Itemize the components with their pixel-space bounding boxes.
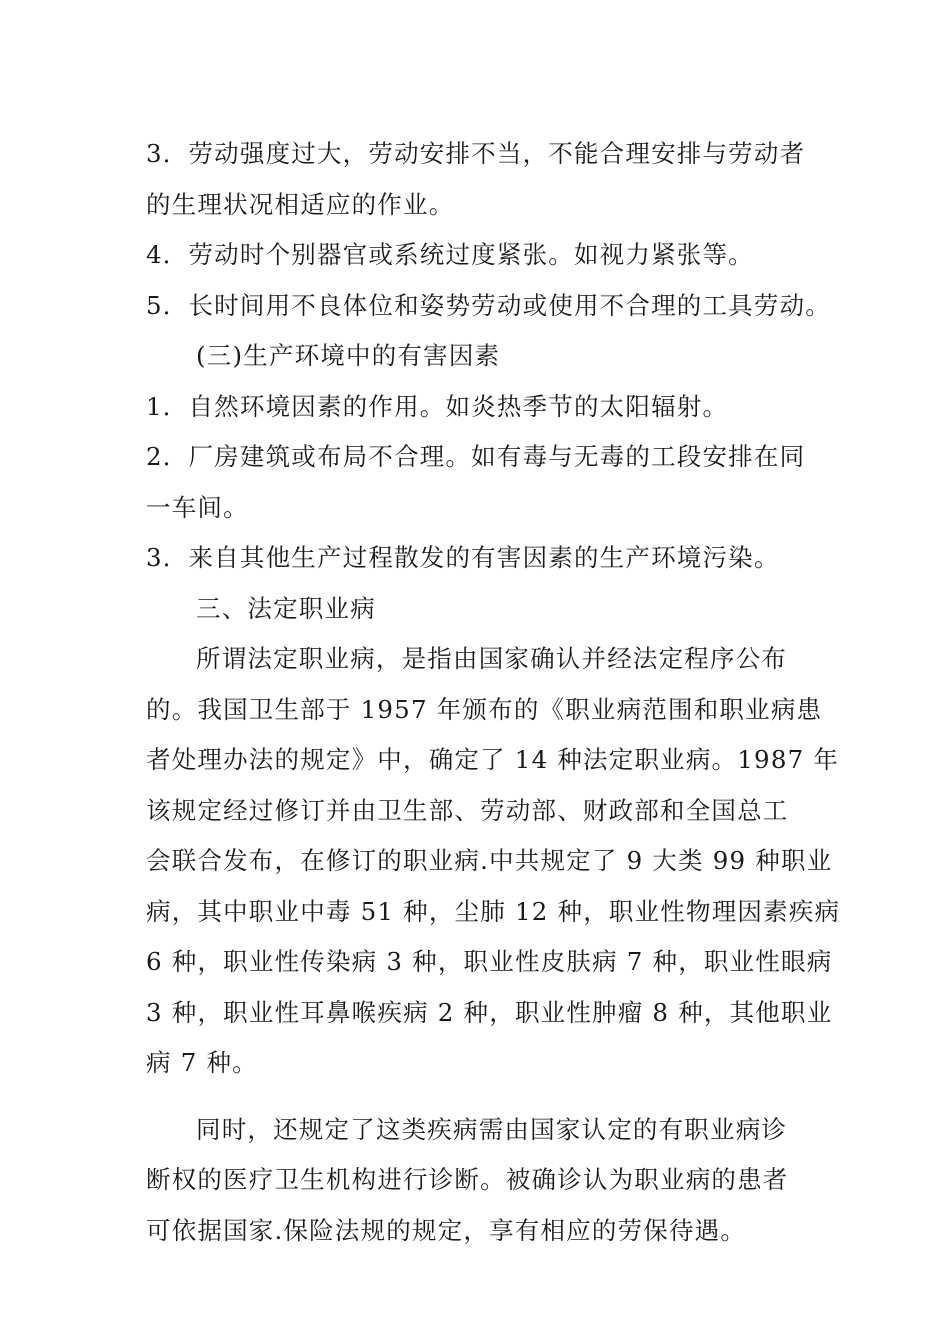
text-line: 者处理办法的规定》中，确定了 14 种法定职业病。1987 年 xyxy=(146,745,840,774)
document-body xyxy=(146,129,841,1256)
text-line: 会联合发布，在修订的职业病.中共规定了 9 大类 99 种职业 xyxy=(146,846,833,875)
text-line: 断权的医疗卫生机构进行诊断。被确诊认为职业病的患者 xyxy=(146,1165,789,1194)
text-line: 病 7 种。 xyxy=(146,1048,258,1077)
section-heading: 三、法定职业病 xyxy=(196,593,376,623)
text-line: 5．长时间用不良体位和姿势劳动或使用不合理的工具劳动。 xyxy=(146,290,831,320)
text-line: 4．劳动时个别器官或系统过度紧张。如视力紧张等。 xyxy=(146,240,754,269)
paragraph-first-line: 同时，还规定了这类疾病需由国家认定的有职业病诊 xyxy=(196,1114,788,1144)
text-line: 一车间。 xyxy=(146,492,249,522)
text-line: 6 种，职业性传染病 3 种，职业性皮肤病 7 种，职业性眼病 xyxy=(146,947,833,976)
text-line: 3．劳动强度过大，劳动安排不当，不能合理安排与劳动者 xyxy=(146,139,806,168)
text-line: 该规定经过修订并由卫生部、劳动部、财政部和全国总工 xyxy=(146,795,789,825)
text-line: 的生理状况相适应的作业。 xyxy=(146,189,455,219)
text-line: 病，其中职业中毒 51 种，尘肺 12 种，职业性物理因素疾病 xyxy=(146,896,841,926)
text-line: 1．自然环境因素的作用。如炎热季节的太阳辐射。 xyxy=(146,391,729,421)
text-line: 的。我国卫生部于 1957 年颁布的《职业病范围和职业病患 xyxy=(146,694,823,724)
section-heading: (三)生产环境中的有害因素 xyxy=(196,341,501,370)
text-line: 3 种，职业性耳鼻喉疾病 2 种，职业性肿瘤 8 种，其他职业 xyxy=(146,997,833,1027)
text-line: 2．厂房建筑或布局不合理。如有毒与无毒的工段安排在同 xyxy=(146,442,806,471)
text-line: 3．来自其他生产过程散发的有害因素的生产环境污染。 xyxy=(146,543,780,572)
paragraph-first-line: 所谓法定职业病，是指由国家确认并经法定程序公布 xyxy=(196,644,788,673)
text-line: 可依据国家.保险法规的规定，享有相应的劳保待遇。 xyxy=(146,1215,747,1245)
